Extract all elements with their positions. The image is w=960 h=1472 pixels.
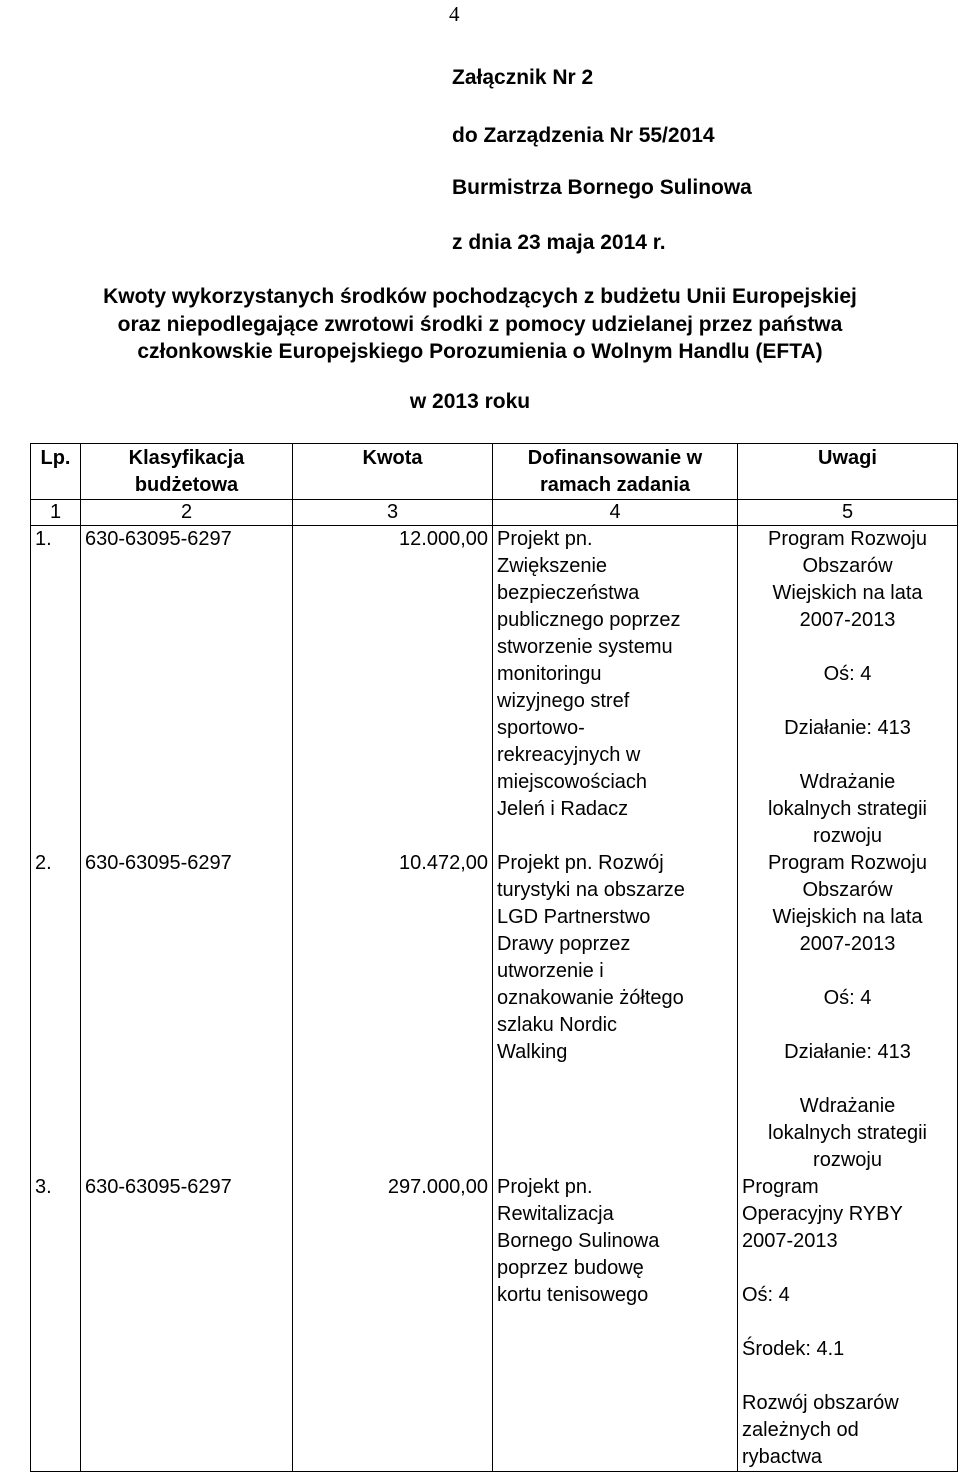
- row-dofinansowanie: Projekt pn. Rewitalizacja Bornego Sulinowa poprzez budowę kortu tenisowego: [493, 1174, 738, 1472]
- column-number-row: [31, 500, 958, 526]
- row-lp: 2.: [31, 850, 81, 1174]
- column-number: 1: [31, 500, 81, 526]
- document-title-line-2: oraz niepodlegające zwrotowi środki z pomocy udzielanej przez państwa: [117, 313, 843, 336]
- attachment-number: Załącznik Nr 2: [452, 66, 594, 89]
- header-uwagi: Uwagi: [738, 444, 958, 500]
- column-number: 5: [738, 500, 958, 526]
- header-lp: Lp.: [31, 444, 81, 500]
- row-klasyfikacja: 630-63095-6297: [81, 1174, 293, 1472]
- table-row: [31, 526, 958, 851]
- document-title-line-3: członkowskie Europejskiego Porozumienia o Wolnym Handlu (EFTA): [137, 340, 823, 363]
- row-uwagi: Program Rozwoju Obszarów Wiejskich na lata 2007-2013 Oś: 4 Działanie: 413 Wdrażanie lokalnych strategii rozwoju: [738, 850, 958, 1174]
- row-klasyfikacja: 630-63095-6297: [81, 850, 293, 1174]
- ordinance-date: z dnia 23 maja 2014 r.: [452, 231, 666, 254]
- row-uwagi: Program Operacyjny RYBY 2007-2013 Oś: 4 Środek: 4.1 Rozwój obszarów zależnych od rybactwa: [738, 1174, 958, 1472]
- row-lp: 3.: [31, 1174, 81, 1472]
- row-uwagi: Program Rozwoju Obszarów Wiejskich na lata 2007-2013 Oś: 4 Działanie: 413 Wdrażanie lokalnych strategii rozwoju: [738, 526, 958, 851]
- column-number: 4: [493, 500, 738, 526]
- header-dofinansowanie: Dofinansowanie w ramach zadania: [493, 444, 738, 500]
- table-row: [31, 850, 958, 1174]
- header-klasyfikacja: Klasyfikacja budżetowa: [81, 444, 293, 500]
- ordinance-reference: do Zarządzenia Nr 55/2014: [452, 124, 715, 147]
- document-year: w 2013 roku: [409, 390, 531, 413]
- row-kwota: 10.472,00: [293, 850, 493, 1174]
- row-klasyfikacja: 630-63095-6297: [81, 526, 293, 851]
- funds-table: [30, 443, 958, 1472]
- table-row: [31, 1174, 958, 1472]
- row-kwota: 297.000,00: [293, 1174, 493, 1472]
- row-kwota: 12.000,00: [293, 526, 493, 851]
- column-number: 2: [81, 500, 293, 526]
- header-kwota: Kwota: [293, 444, 493, 500]
- table-header-row: [31, 444, 958, 500]
- column-number: 3: [293, 500, 493, 526]
- document-title-line-1: Kwoty wykorzystanych środków pochodzących z budżetu Unii Europejskiej: [103, 285, 857, 308]
- row-dofinansowanie: Projekt pn. Rozwój turystyki na obszarze LGD Partnerstwo Drawy poprzez utworzenie i oznakowanie żółtego szlaku Nordic Walking: [493, 850, 738, 1174]
- row-dofinansowanie: Projekt pn. Zwiększenie bezpieczeństwa publicznego poprzez stworzenie systemu monitoringu wizyjnego stref sportowo- rekreacyjnych w miejscowościach Jeleń i Radacz: [493, 526, 738, 851]
- page-number: 4: [449, 2, 460, 26]
- issuer: Burmistrza Bornego Sulinowa: [452, 176, 752, 199]
- row-lp: 1.: [31, 526, 81, 851]
